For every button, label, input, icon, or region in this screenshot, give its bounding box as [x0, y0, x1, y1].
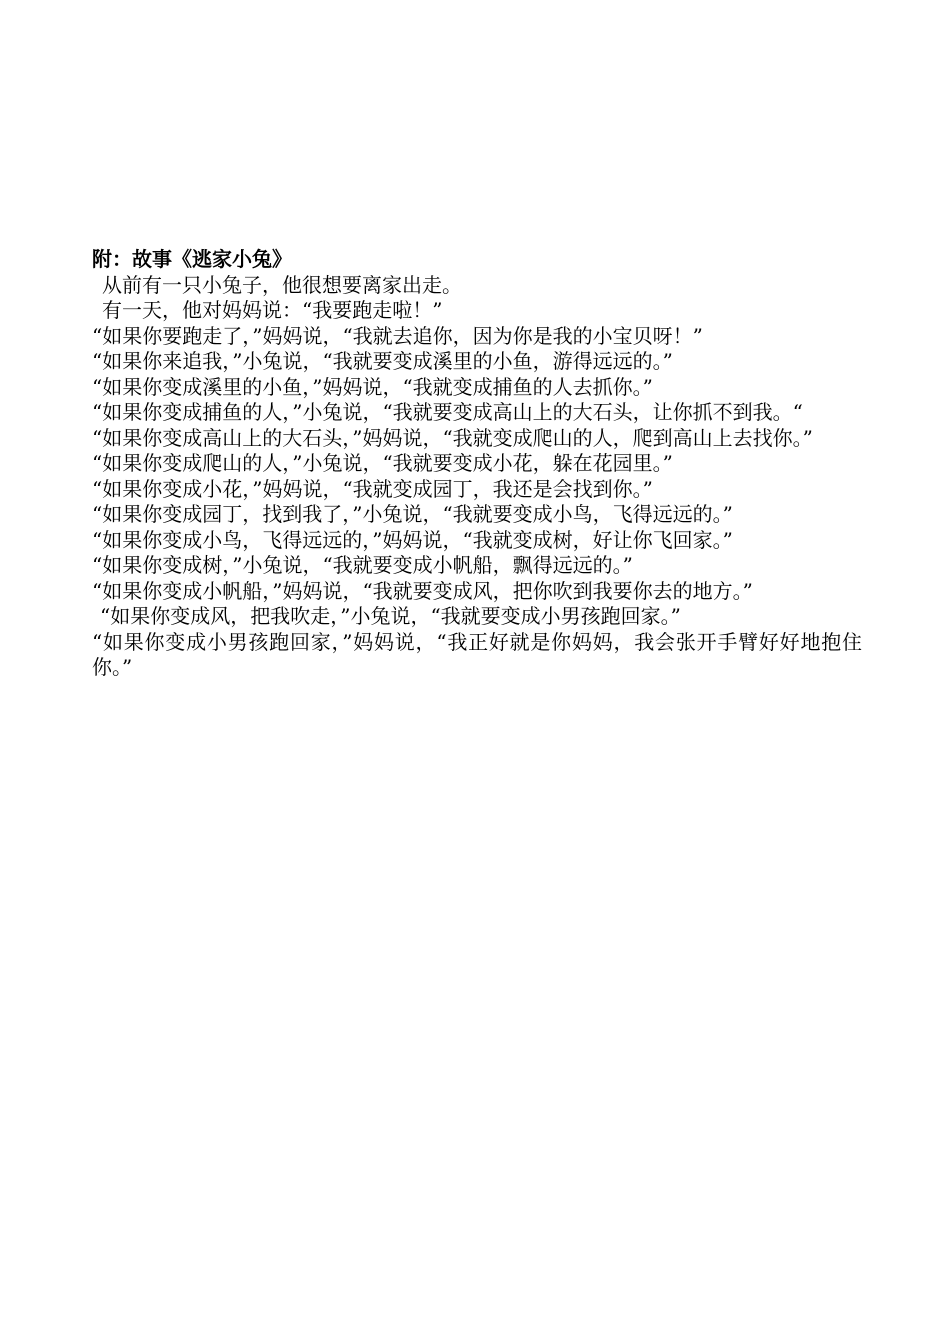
story-paragraph-7: “如果你变成高山上的大石头，”妈妈说，“我就变成爬山的人，爬到高山上去找你。” [92, 425, 813, 450]
story-paragraph-8: “如果你变成爬山的人，”小兔说，“我就要变成小花，躲在花园里。” [92, 451, 673, 475]
story-paragraph-3: “如果你要跑走了，”妈妈说，“我就去追你，因为你是我的小宝贝呀！” [92, 323, 703, 348]
story-paragraph-6: “如果你变成捕鱼的人，”小兔说，“我就要变成高山上的大石头，让你抓不到我。“ [92, 400, 803, 424]
story-block [92, 247, 862, 681]
story-title: 附：故事《逃家小兔》 [92, 247, 292, 271]
story-paragraph-12: “如果你变成树，”小兔说，“我就要变成小帆船，飘得远远的。” [92, 553, 633, 577]
story-paragraph-5: “如果你变成溪里的小鱼，”妈妈说，“我就变成捕鱼的人去抓你。” [92, 374, 653, 399]
story-paragraph-9: “如果你变成小花，”妈妈说，“我就变成园丁，我还是会找到你。” [92, 476, 653, 501]
story-paragraph-4: “如果你来追我，”小兔说，“我就要变成溪里的小鱼，游得远远的。” [92, 349, 673, 373]
story-paragraph-2: 有一天，他对妈妈说：“我要跑走啦！” [102, 298, 443, 322]
story-paragraph-13: “如果你变成小帆船，”妈妈说，“我就要变成风，把你吹到我要你去的地方。” [92, 578, 753, 603]
story-paragraph-14: “如果你变成风，把我吹走，”小兔说，“我就要变成小男孩跑回家。” [100, 604, 681, 628]
story-paragraph-11: “如果你变成小鸟，飞得远远的，”妈妈说，“我就变成树，好让你飞回家。” [92, 527, 733, 552]
story-paragraph-10: “如果你变成园丁，找到我了，”小兔说，“我就要变成小鸟，飞得远远的。” [92, 502, 733, 526]
story-paragraph-1: 从前有一只小兔子，他很想要离家出走。 [102, 272, 462, 297]
story-paragraph-15: “如果你变成小男孩跑回家，”妈妈说，“我正好就是你妈妈，我会张开手臂好好地抱住你。” [92, 629, 862, 679]
